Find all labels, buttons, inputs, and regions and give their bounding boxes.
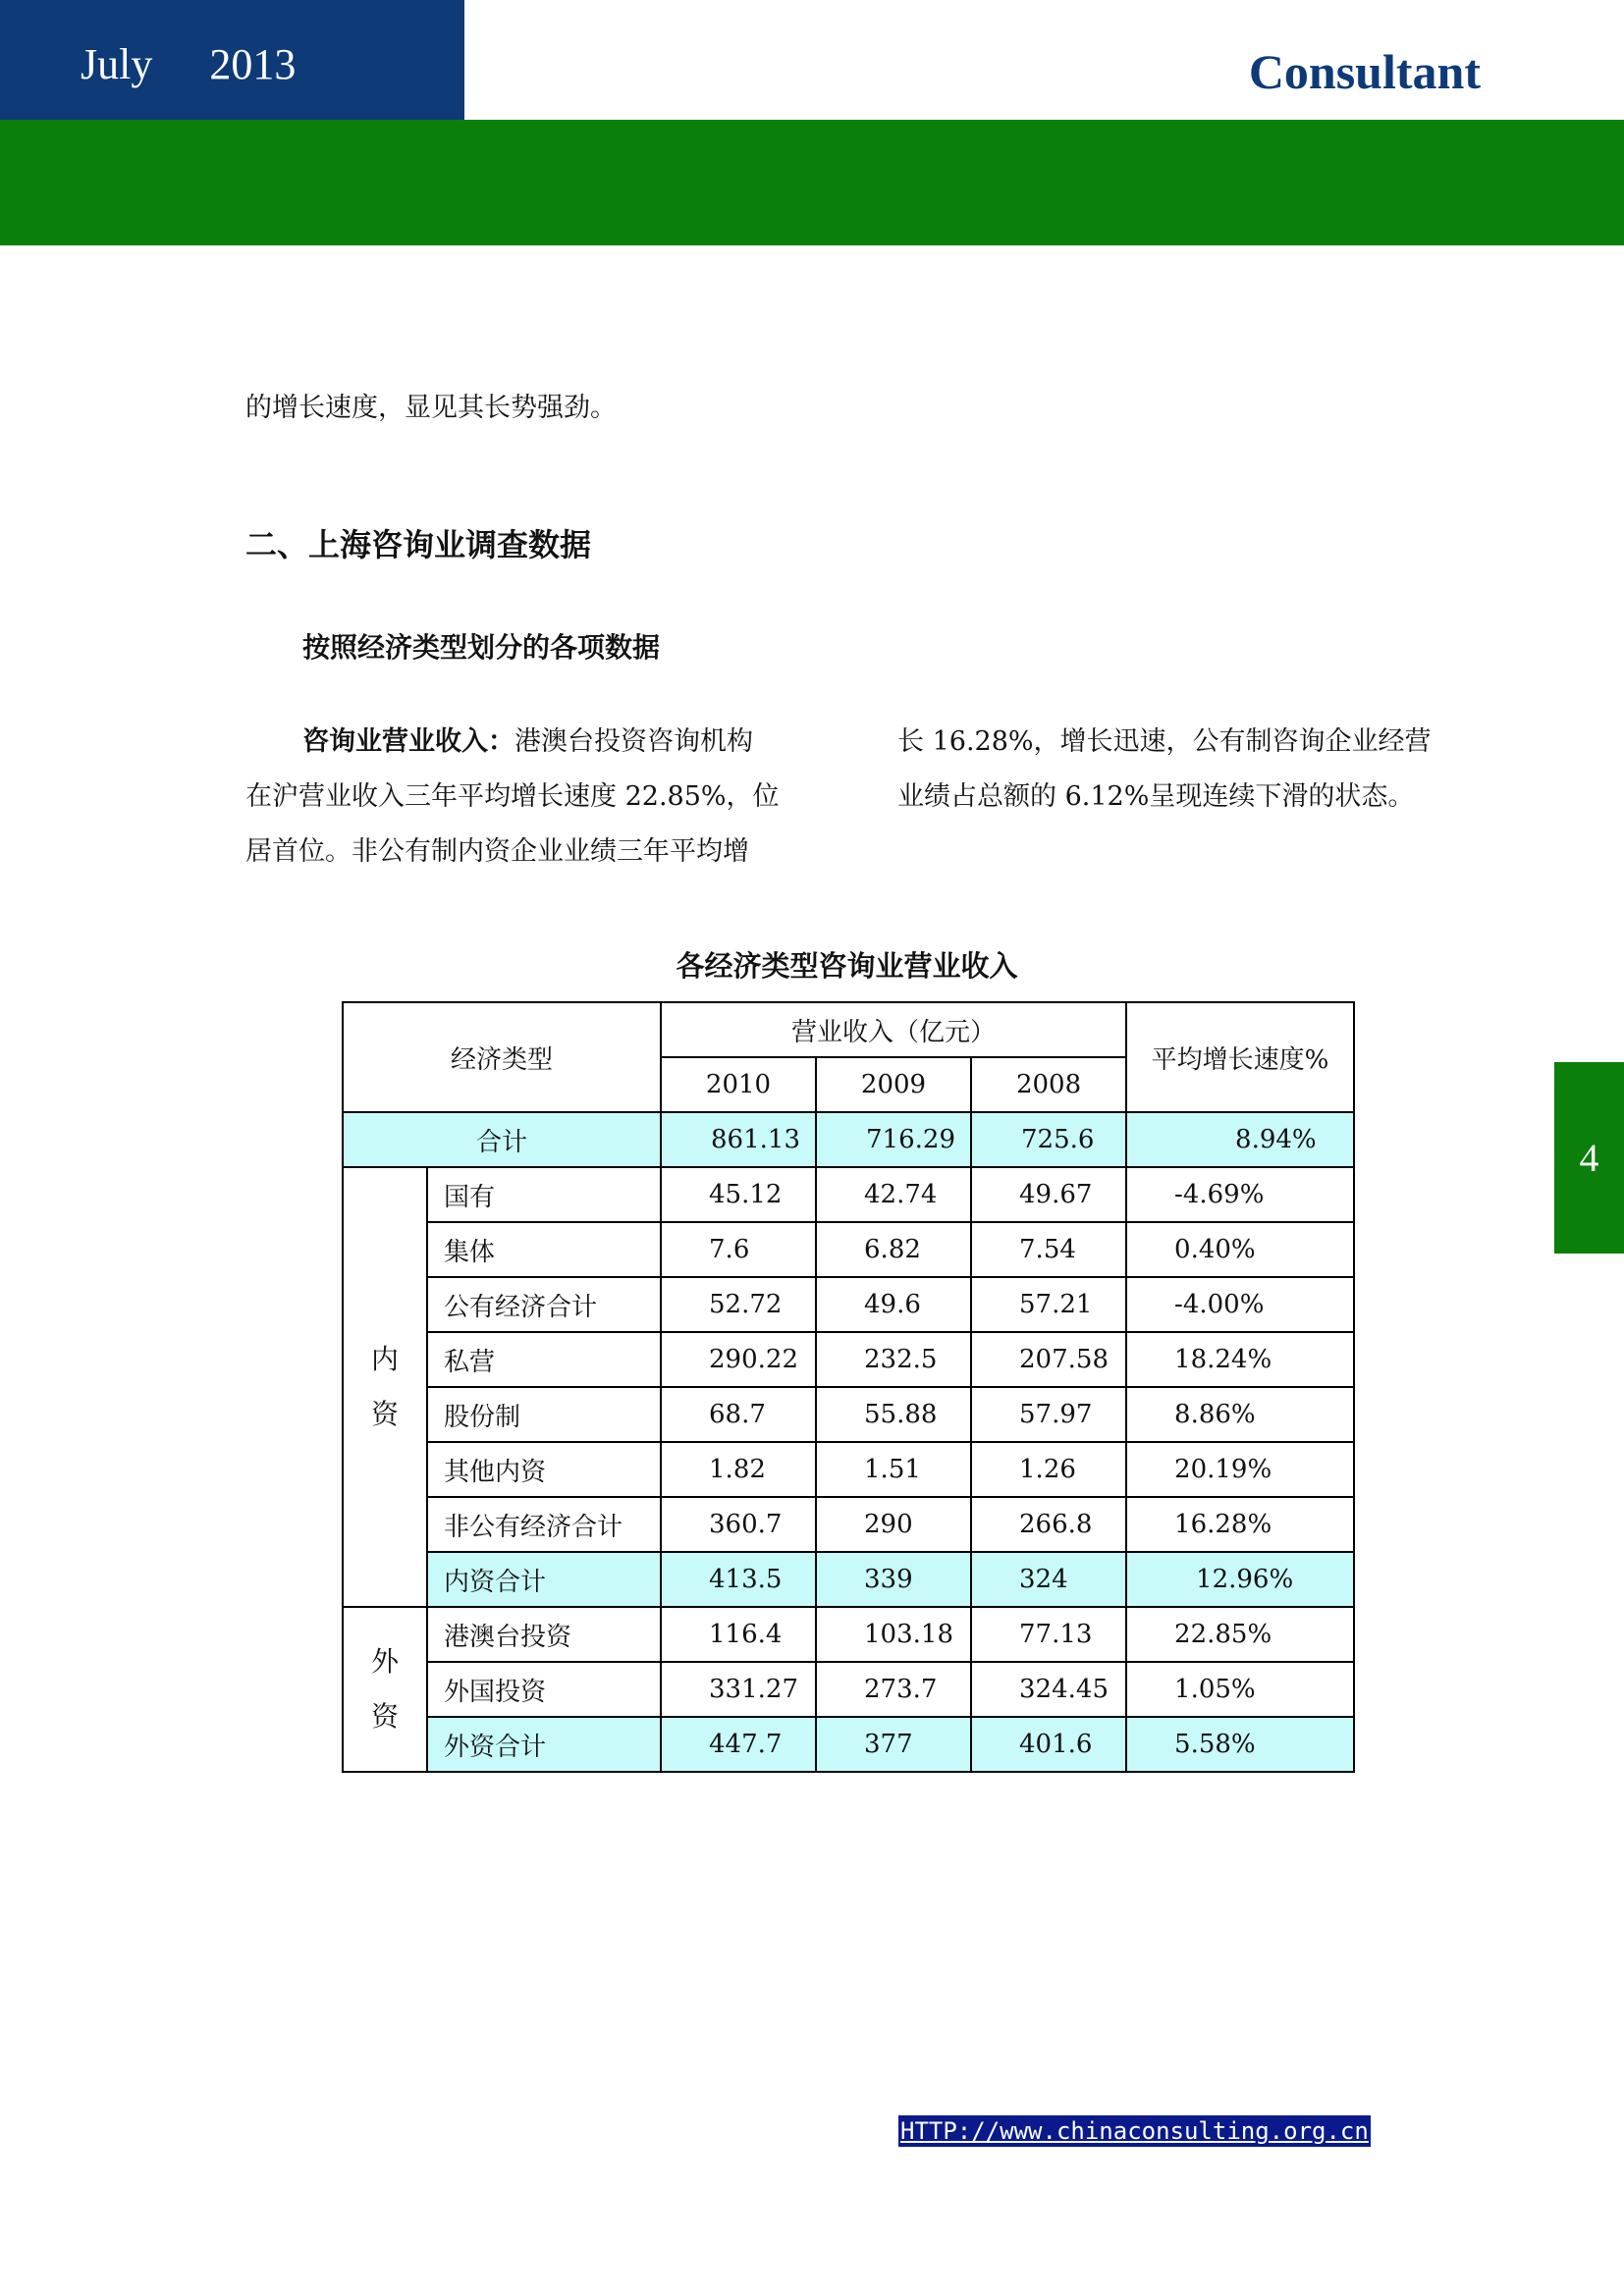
row-label: 港澳台投资 xyxy=(427,1607,661,1662)
paragraph-line: 居首位。非公有制内资企业业绩三年平均增 xyxy=(245,836,749,867)
cell-2010: 413.5 xyxy=(661,1552,816,1607)
paragraph-right-column xyxy=(897,715,1457,825)
header-revenue: 营业收入（亿元） xyxy=(661,1002,1126,1057)
header-year: 2009 xyxy=(816,1057,971,1112)
cell-2009: 103.18 xyxy=(816,1607,971,1662)
row-label: 其他内资 xyxy=(427,1442,661,1497)
cell-rate: 5.58% xyxy=(1126,1717,1354,1772)
cell-2008: 725.6 xyxy=(971,1112,1126,1167)
table-row xyxy=(343,1332,1354,1387)
cell-rate: 8.94% xyxy=(1126,1112,1354,1167)
group-label-foreign: 外 资 xyxy=(343,1607,427,1772)
header-year: 2010 xyxy=(661,1057,816,1112)
cell-2010: 331.27 xyxy=(661,1662,816,1717)
cell-2008: 324 xyxy=(971,1552,1126,1607)
cell-2010: 45.12 xyxy=(661,1167,816,1222)
cell-rate: 18.24% xyxy=(1126,1332,1354,1387)
cell-2009: 232.5 xyxy=(816,1332,971,1387)
header-year: 2008 xyxy=(971,1057,1126,1112)
cell-2010: 861.13 xyxy=(661,1112,816,1167)
issue-month: July xyxy=(81,40,153,88)
cell-2009: 290 xyxy=(816,1497,971,1552)
table-row xyxy=(343,1662,1354,1717)
row-label: 外资合计 xyxy=(427,1717,661,1772)
table-row xyxy=(343,1497,1354,1552)
paragraph-line: 在沪营业收入三年平均增长速度 22.85%，位 xyxy=(245,781,780,812)
cell-rate: -4.69% xyxy=(1126,1167,1354,1222)
table-row-total xyxy=(343,1112,1354,1167)
section-heading: 二、上海咨询业调查数据 xyxy=(245,526,592,563)
cell-2010: 447.7 xyxy=(661,1717,816,1772)
table-row xyxy=(343,1167,1354,1222)
issue-year: 2013 xyxy=(209,40,297,88)
cell-2008: 207.58 xyxy=(971,1332,1126,1387)
cell-2009: 377 xyxy=(816,1717,971,1772)
cell-rate: 22.85% xyxy=(1126,1607,1354,1662)
cell-2009: 716.29 xyxy=(816,1112,971,1167)
row-label: 外国投资 xyxy=(427,1662,661,1717)
cell-2010: 290.22 xyxy=(661,1332,816,1387)
revenue-table xyxy=(342,1001,1355,1773)
table-row-foreign-total xyxy=(343,1717,1354,1772)
table-row-domestic-total xyxy=(343,1552,1354,1607)
row-label: 非公有经济合计 xyxy=(427,1497,661,1552)
row-label: 国有 xyxy=(427,1167,661,1222)
paragraph-left-column xyxy=(245,715,805,880)
row-label: 公有经济合计 xyxy=(427,1277,661,1332)
subheading: 按照经济类型划分的各项数据 xyxy=(302,631,661,664)
table-row xyxy=(343,1387,1354,1442)
table-row xyxy=(343,1277,1354,1332)
cell-2008: 401.6 xyxy=(971,1717,1126,1772)
cell-2010: 1.82 xyxy=(661,1442,816,1497)
header-growth-rate: 平均增长速度% xyxy=(1126,1002,1354,1112)
paragraph-line: 咨询业营业收入：港澳台投资咨询机构 xyxy=(302,726,753,757)
cell-rate: -4.00% xyxy=(1126,1277,1354,1332)
row-label: 合计 xyxy=(343,1112,661,1167)
cell-2009: 49.6 xyxy=(816,1277,971,1332)
cell-2009: 339 xyxy=(816,1552,971,1607)
cell-2008: 57.21 xyxy=(971,1277,1126,1332)
row-label: 股份制 xyxy=(427,1387,661,1442)
cell-2009: 55.88 xyxy=(816,1387,971,1442)
table-row xyxy=(343,1442,1354,1497)
intro-text: 的增长速度，显见其长势强劲。 xyxy=(245,393,617,423)
footer-url-link[interactable]: HTTP://www.chinaconsulting.org.cn xyxy=(900,2117,1369,2145)
row-label: 内资合计 xyxy=(427,1552,661,1607)
paragraph-line: 业绩占总额的 6.12%呈现连续下滑的状态。 xyxy=(897,781,1415,812)
cell-2010: 68.7 xyxy=(661,1387,816,1442)
cell-rate: 12.96% xyxy=(1126,1552,1354,1607)
header-date-block xyxy=(0,0,464,120)
row-label: 集体 xyxy=(427,1222,661,1277)
cell-2009: 6.82 xyxy=(816,1222,971,1277)
cell-2009: 273.7 xyxy=(816,1662,971,1717)
cell-rate: 1.05% xyxy=(1126,1662,1354,1717)
cell-2008: 49.67 xyxy=(971,1167,1126,1222)
table-row xyxy=(343,1607,1354,1662)
table-row xyxy=(343,1222,1354,1277)
cell-2010: 360.7 xyxy=(661,1497,816,1552)
cell-2008: 266.8 xyxy=(971,1497,1126,1552)
page-number-tab: 4 xyxy=(1554,1062,1624,1254)
cell-2009: 1.51 xyxy=(816,1442,971,1497)
cell-2008: 324.45 xyxy=(971,1662,1126,1717)
cell-rate: 0.40% xyxy=(1126,1222,1354,1277)
header-band xyxy=(0,120,1624,245)
paragraph-label: 咨询业营业收入： xyxy=(302,726,514,757)
magazine-title: Consultant xyxy=(1248,44,1481,99)
cell-2010: 116.4 xyxy=(661,1607,816,1662)
row-label: 私营 xyxy=(427,1332,661,1387)
cell-rate: 20.19% xyxy=(1126,1442,1354,1497)
table-header-row xyxy=(343,1002,1354,1057)
cell-2008: 77.13 xyxy=(971,1607,1126,1662)
cell-rate: 8.86% xyxy=(1126,1387,1354,1442)
cell-2008: 7.54 xyxy=(971,1222,1126,1277)
table-title: 各经济类型咨询业营业收入 xyxy=(676,949,1018,983)
cell-rate: 16.28% xyxy=(1126,1497,1354,1552)
paragraph-line: 长 16.28%，增长迅速，公有制咨询企业经营 xyxy=(897,726,1432,757)
cell-2010: 7.6 xyxy=(661,1222,816,1277)
cell-2008: 1.26 xyxy=(971,1442,1126,1497)
issue-date xyxy=(81,39,296,89)
cell-2008: 57.97 xyxy=(971,1387,1126,1442)
cell-2010: 52.72 xyxy=(661,1277,816,1332)
header-economic-type: 经济类型 xyxy=(343,1002,661,1112)
cell-2009: 42.74 xyxy=(816,1167,971,1222)
group-label-domestic: 内 资 xyxy=(343,1167,427,1607)
